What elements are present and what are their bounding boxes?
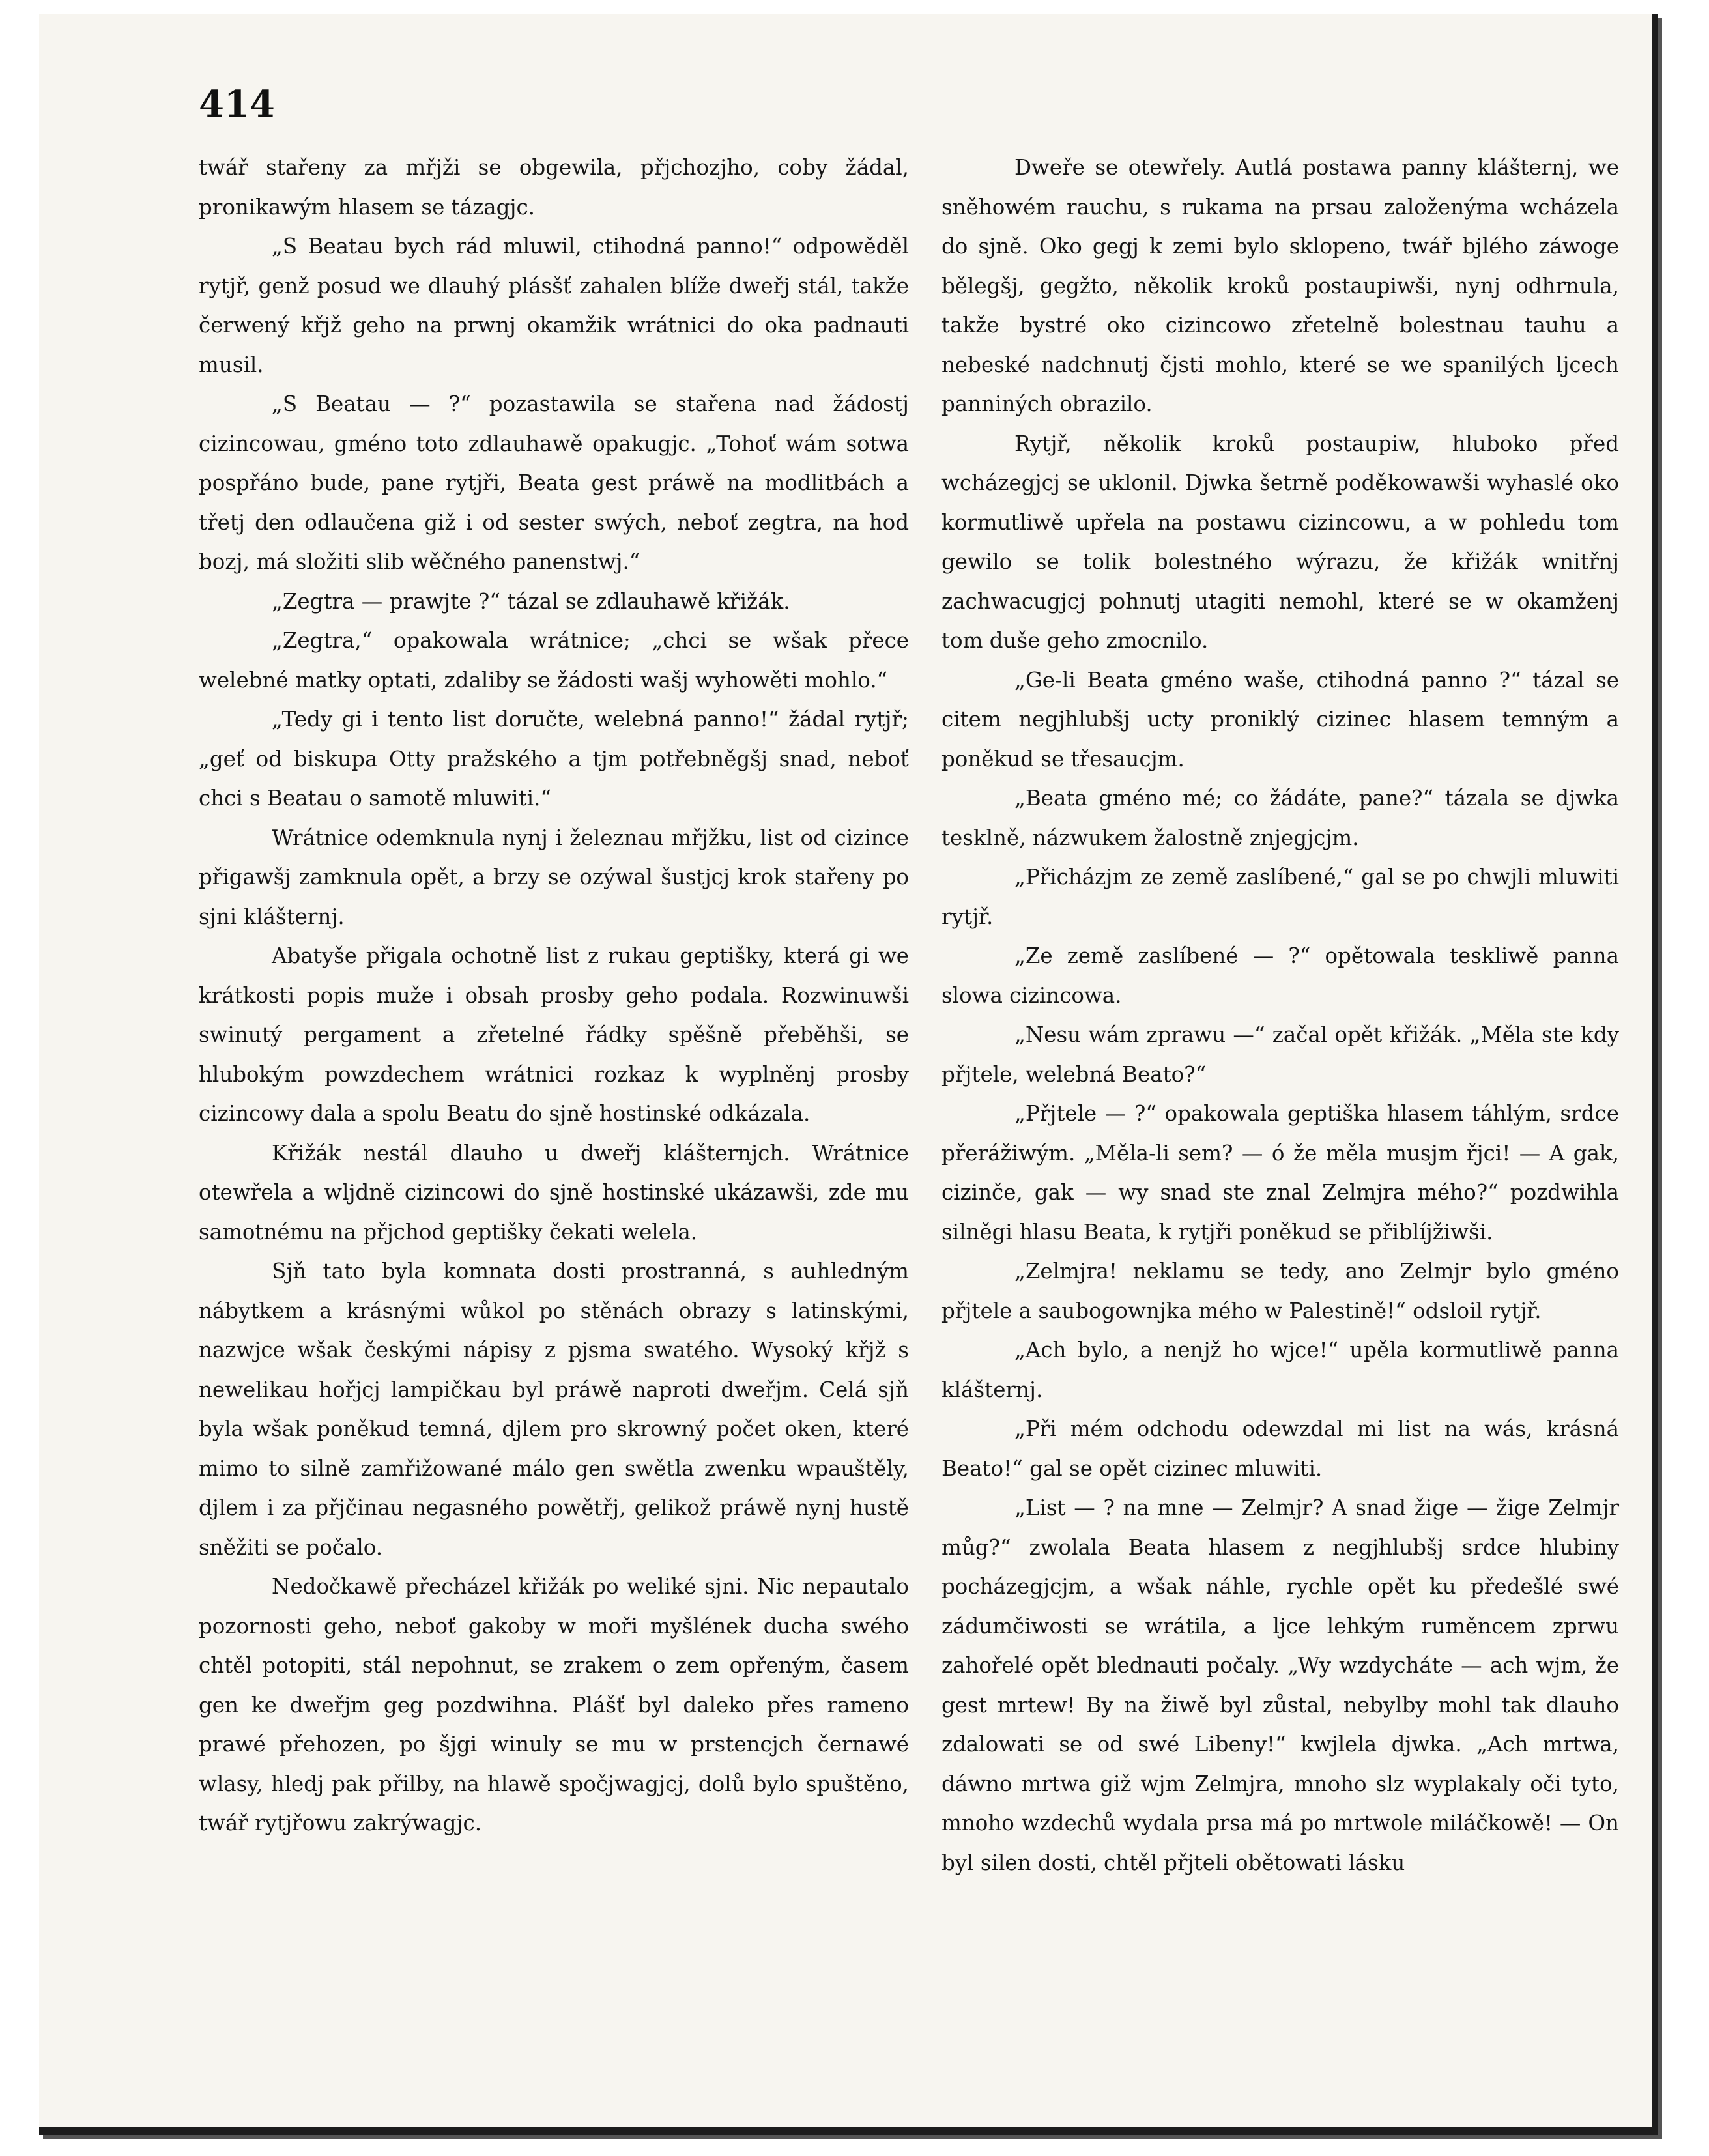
paragraph: „Při mém odchodu odewzdal mi list na wás, krásná Beato!“ gal se opět cizinec mluwiti.: [941, 1416, 1619, 1481]
right-column: [941, 148, 1619, 1882]
paragraph: Abatyše přigala ochotně list z rukau geptišky, která gi we krátkosti popis muže i obsah prosby geho podala. Rozwinuwši swinutý pergament a zřetelné řádky spěšně přeběhši, se hlubokým powzdechem wrátnici rozkaz k wyplněnj prosby cizincowy dala a spolu Beatu do sjně hostinské odkázala.: [199, 943, 909, 1126]
page-number: 414: [199, 83, 275, 126]
left-column: [199, 148, 909, 1843]
paragraph: „Zegtra — prawjte ?“ tázal se zdlauhawě křižák.: [272, 588, 790, 614]
paragraph: „Přicházjm ze země zaslíbené,“ gal se po chwjli mluwiti rytjř.: [941, 865, 1619, 929]
paragraph: „Ze země zaslíbené — ?“ opětowala teskliwě panna slowa cizincowa.: [941, 943, 1619, 1008]
paragraph: twář stařeny za mřjži se obgewila, přjchozjho, coby žádal, pronikawým hlasem se tázagjc.: [199, 155, 909, 220]
paragraph: Křižák nestál dlauho u dweřj klášternjch. Wrátnice otewřela a wljdně cizincowi do sjně hostinské ukázawši, zde mu samotnému na přjchod geptišky čekati welela.: [199, 1140, 909, 1244]
paragraph: „Ge-li Beata gméno waše, ctihodná panno ?“ tázal se citem negjhlubšj ucty proniklý cizinec hlasem temným a poněkud se třesaucjm.: [941, 667, 1619, 771]
paragraph: „Tedy gi i tento list doručte, welebná panno!“ žádal rytjř; „geť od biskupa Otty pražského a tjm potřebněgšj snad, neboť chci s Beatau o samotě mluwiti.“: [199, 707, 909, 811]
paragraph: Wrátnice odemknula nynj i železnau mřjžku, list od cizince přigawšj zamknula opět, a brzy se ozýwal šustjcj krok stařeny po sjni klášternj.: [199, 825, 909, 929]
paragraph: „Ach bylo, a nenjž ho wjce!“ upěla kormutliwě panna klášternj.: [941, 1338, 1619, 1402]
paragraph: „List — ? na mne — Zelmjr? A snad žige — žige Zelmjr můg?“ zwolala Beata hlasem z negjhlubšj srdce hlubiny pocházegjcjm, a wšak náhle, rychle opět ku předešlé swé zádumčiwosti se wrátila, a ljce lehkým ruměncem zprwu zahořelé opět blednauti počaly. „Wy wzdycháte — ach wjm, že gest mrtew! By na žiwě byl zůstal, nebylby mohl tak dlauho zdalowati se od swé Libeny!“ kwjlela djwka. „Ach mrtwa, dáwno mrtwa giž wjm Zelmjra, mnoho slz wyplakaly oči tyto, mnoho wzdechů wydala prsa má po mrtwole miláčkowě! — On byl silen dosti, chtěl přjteli obětowati lásku: [941, 1495, 1619, 1875]
paragraph: Nedočkawě přecházel křižák po weliké sjni. Nic nepautalo pozornosti geho, neboť gakoby w moři myšlének ducha swého chtěl potopiti, stál nepohnut, se zrakem o zem opřeným, časem gen ke dweřjm geg pozdwihna. Plášť byl daleko přes rameno prawé přehozen, po šjgi winuly se mu w prstencjch černawé wlasy, hledj pak přilby, na hlawě spočjwagjcj, dolů bylo spuštěno, twář rytjřowu zakrýwagjc.: [199, 1574, 909, 1835]
paragraph: „S Beatau — ?“ pozastawila se stařena nad žádostj cizincowau, gméno toto zdlauhawě opakugjc. „Tohoť wám sotwa pospřáno bude, pane rytjři, Beata gest práwě na modlitbách a třetj den odlaučena giž i od sester swých, neboť zegtra, na hod bozj, má složiti slib wěčného panenstwj.“: [199, 392, 909, 574]
paragraph: Rytjř, několik kroků postaupiw, hluboko před wcházegjcj se uklonil. Djwka šetrně poděkowawši wyhaslé oko kormutliwě upřela na postawu cizincowu, a w pohledu tom gewilo se tolik bolestného wýrazu, že křižák wnitřnj zachwacugjcj pohnutj utagiti nemohl, které se w okamženj tom duše geho zmocnilo.: [941, 431, 1619, 653]
paragraph: „Nesu wám zprawu —“ začal opět křižák. „Měla ste kdy přjtele, welebná Beato?“: [941, 1022, 1619, 1087]
paragraph: „S Beatau bych rád mluwil, ctihodná panno!“ odpowěděl rytjř, genž posud we dlauhý plásšť zahalen blíže dweřj stál, takže čerwený křjž geho na prwnj okamžik wrátnici do oka padnauti musil.: [199, 234, 909, 377]
paragraph: „Zegtra,“ opakowala wrátnice; „chci se wšak přece welebné matky optati, zdaliby se žádosti wašj wyhowěti mohlo.“: [199, 628, 909, 693]
paragraph: „Přjtele — ?“ opakowala geptiška hlasem táhlým, srdce přerážiwým. „Měla-li sem? — ó že měla musjm řjci! — A gak, cizinče, gak — wy snad ste znal Zelmjra mého?“ pozdwihla silněgi hlasu Beata, k rytjři poněkud se přiblíjžiwši.: [941, 1101, 1619, 1244]
paragraph: Dweře se otewřely. Autlá postawa panny klášternj, we sněhowém rauchu, s rukama na prsau založenýma wcházela do sjně. Oko gegj k zemi bylo sklopeno, twář bjlého záwoge bělegšj, gegžto, několik kroků postaupiwši, nynj odhrnula, takže bystré oko cizincowo zřetelně bolestnau tauhu a nebeské nadchnutj čjsti mohlo, které se we spanilých ljcech panniných obrazilo.: [941, 155, 1619, 416]
paragraph: Sjň tato byla komnata dosti prostranná, s auhledným nábytkem a krásnými wůkol po stěnách obrazy s latinskými, nazwjce wšak českými nápisy z pjsma swatého. Wysoký křjž s newelikau hořjcj lampičkau byl práwě naproti dweřjm. Celá sjň byla wšak poněkud temná, djlem pro skrowný počet oken, které mimo to silně zamřižowané málo gen swětla zwenku wpauštěly, djlem i za přjčinau negasného powětřj, gelikož práwě nynj hustě sněžiti se počalo.: [199, 1259, 909, 1560]
book-page: [39, 14, 1658, 2135]
paragraph: „Zelmjra! neklamu se tedy, ano Zelmjr bylo gméno přjtele a saubogownjka mého w Palestině!“ odsloil rytjř.: [941, 1259, 1619, 1323]
paragraph: „Beata gméno mé; co žádáte, pane?“ tázala se djwka tesklně, názwukem žalostně znjegjcjm.: [941, 786, 1619, 850]
